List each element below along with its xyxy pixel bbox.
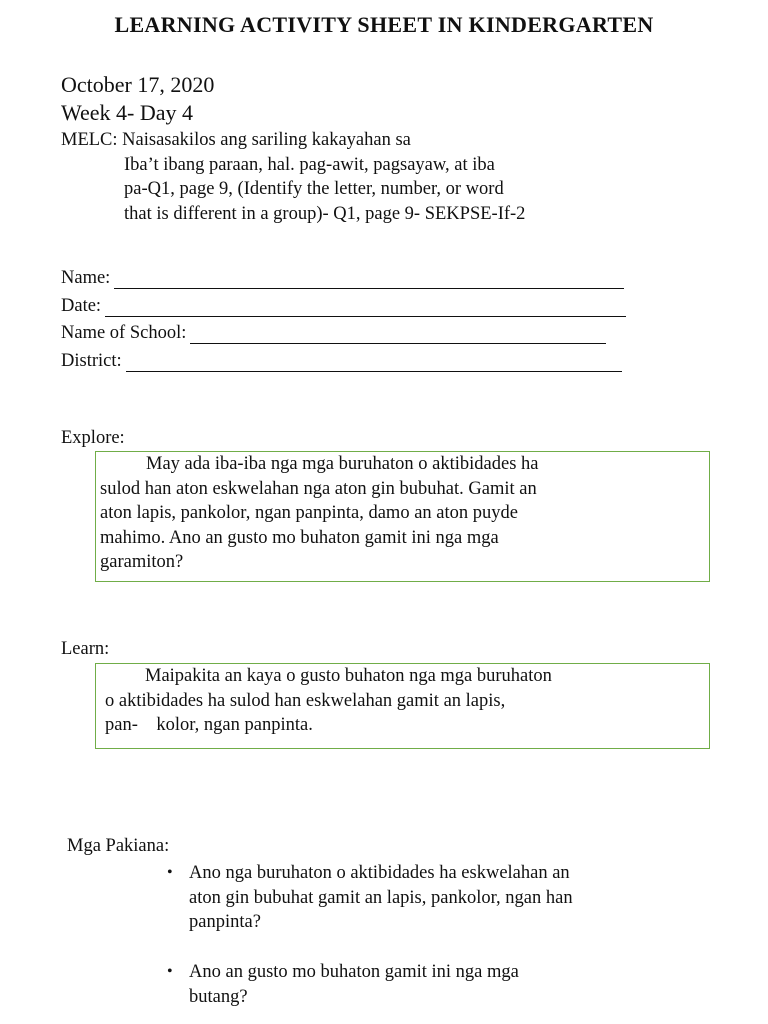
explore-line-5: garamiton? [100, 552, 184, 572]
questions-label: Mga Pakiana: [67, 836, 170, 856]
explore-label: Explore: [61, 428, 125, 448]
date-field[interactable] [61, 296, 626, 317]
date-line: October 17, 2020 [61, 72, 215, 97]
name-field[interactable] [61, 268, 624, 289]
school-label: Name of School: [61, 323, 187, 343]
district-label: District: [61, 351, 122, 371]
learn-label: Learn: [61, 639, 110, 659]
melc-block [61, 128, 525, 226]
explore-line-4: mahimo. Ano an gusto mo buhaton gamit ini nga mga [100, 527, 499, 548]
question-1-line-2: aton gin bubuhat gamit an lapis, pankolor, ngan han [189, 887, 573, 908]
melc-line-3: pa-Q1, page 9, (Identify the letter, number, or word [124, 179, 504, 199]
learn-line-1: Maipakita an kaya o gusto buhaton nga mga buruhaton [145, 666, 552, 686]
melc-line-1: MELC: Naisasakilos ang sariling kakayahan sa [61, 130, 411, 150]
week-line: Week 4- Day 4 [61, 100, 194, 125]
question-1-line-1: Ano nga buruhaton o aktibidades ha eskwelahan an [189, 863, 570, 883]
melc-line-2: Iba’t ibang paraan, hal. pag-awit, pagsayaw, at iba [124, 154, 495, 175]
school-field[interactable] [61, 323, 606, 344]
question-1-line-3: panpinta? [189, 912, 261, 932]
date-input-line[interactable] [105, 298, 626, 317]
learn-line-3: pan- kolor, ngan panpinta. [105, 715, 313, 735]
question-2-line-2: butang? [189, 986, 248, 1007]
learn-line-2: o aktibidades ha sulod han eskwelahan gamit an lapis, [105, 690, 506, 711]
learn-box [95, 663, 710, 749]
question-item-1 [167, 861, 573, 935]
district-field[interactable] [61, 351, 622, 372]
explore-line-1: May ada iba-iba nga mga buruhaton o aktibidades ha [146, 454, 539, 474]
bullet-icon: • [167, 963, 173, 980]
name-label: Name: [61, 268, 111, 288]
name-input-line[interactable] [114, 270, 624, 289]
school-input-line[interactable] [190, 325, 606, 344]
explore-line-3: aton lapis, pankolor, ngan panpinta, damo an aton puyde [100, 503, 518, 523]
sheet-title: LEARNING ACTIVITY SHEET IN KINDERGARTEN [114, 12, 654, 37]
explore-line-2: sulod han aton eskwelahan nga aton gin bubuhat. Gamit an [100, 478, 537, 499]
melc-line-4: that is different in a group)- Q1, page 9- SEKPSE-If-2 [124, 203, 526, 224]
date-label: Date: [61, 296, 102, 316]
explore-box [95, 451, 710, 582]
question-2-line-1: Ano an gusto mo buhaton gamit ini nga mga [189, 962, 519, 982]
bullet-icon: • [167, 864, 173, 881]
district-input-line[interactable] [126, 353, 622, 372]
question-item-2 [167, 960, 519, 1009]
